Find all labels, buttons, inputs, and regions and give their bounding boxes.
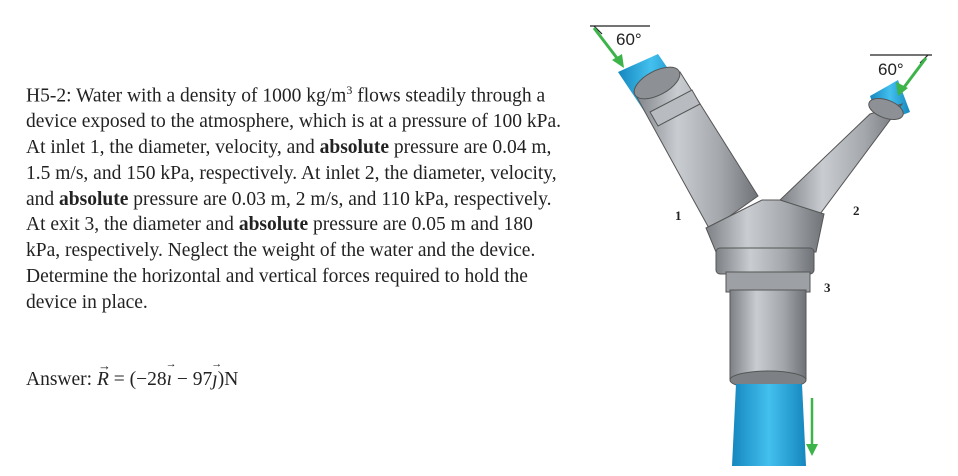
label-inlet-2: 2 [853, 203, 860, 218]
answer-eq-part: = (−28 [108, 369, 167, 390]
pipe-branch-1 [629, 61, 758, 230]
bold-absolute-3: absolute [238, 214, 309, 236]
answer-label: Answer: [26, 369, 97, 390]
pipe-branch-2 [780, 94, 906, 214]
vector-arrow-i: → [165, 358, 177, 370]
vector-r: R [96, 369, 109, 390]
water-outlet-3 [732, 384, 806, 466]
y-pipe-figure [580, 0, 958, 476]
problem-text-4: pressure are 0.03 m, 2 m/s, and 110 kPa, respectively. At exit 3, the diameter and [26, 188, 552, 236]
answer-minus-part: − 97 [172, 369, 213, 390]
unit-i: ı [166, 369, 173, 390]
label-outlet-3: 3 [824, 280, 831, 295]
problem-text-3: pressure are 0.04 m, 1.5 m/s, and 150 kPa, respectively. At inlet 2, the diameter, velocity, and [26, 137, 557, 210]
bold-absolute-2: absolute [59, 188, 129, 210]
problem-code: H5-2: [26, 85, 72, 107]
problem-statement [26, 78, 566, 316]
outlet-flow-arrow [806, 398, 818, 456]
label-inlet-1: 1 [675, 208, 682, 223]
angle-marker-right [870, 55, 932, 96]
unit-j: ȷ [212, 369, 218, 390]
pipe-collar [716, 248, 814, 292]
vector-arrow-r: → [97, 358, 111, 373]
superscript-3: 3 [346, 83, 353, 97]
angle-label-left: 60° [616, 30, 642, 49]
bold-absolute-1: absolute [319, 137, 389, 159]
angle-label-right: 60° [878, 60, 904, 79]
problem-text-2: flows steadily through a device exposed to the atmosphere, which is at a pressure of 100 kPa. At inlet 1, the diameter, velocity, and [26, 85, 562, 159]
problem-text-5: pressure are 0.05 m and 180 kPa, respectively. Neglect the weight of the water and the device. Determine the horizontal and vertical forces required to hold the device in place. [26, 214, 536, 313]
answer-line [26, 358, 239, 391]
answer-close: )N [217, 369, 239, 390]
vector-arrow-j: → [211, 358, 223, 370]
pipe-outlet-3 [730, 290, 806, 389]
answer-equation [96, 358, 239, 390]
problem-text-1: Water with a density of 1000 kg/m [71, 85, 347, 107]
